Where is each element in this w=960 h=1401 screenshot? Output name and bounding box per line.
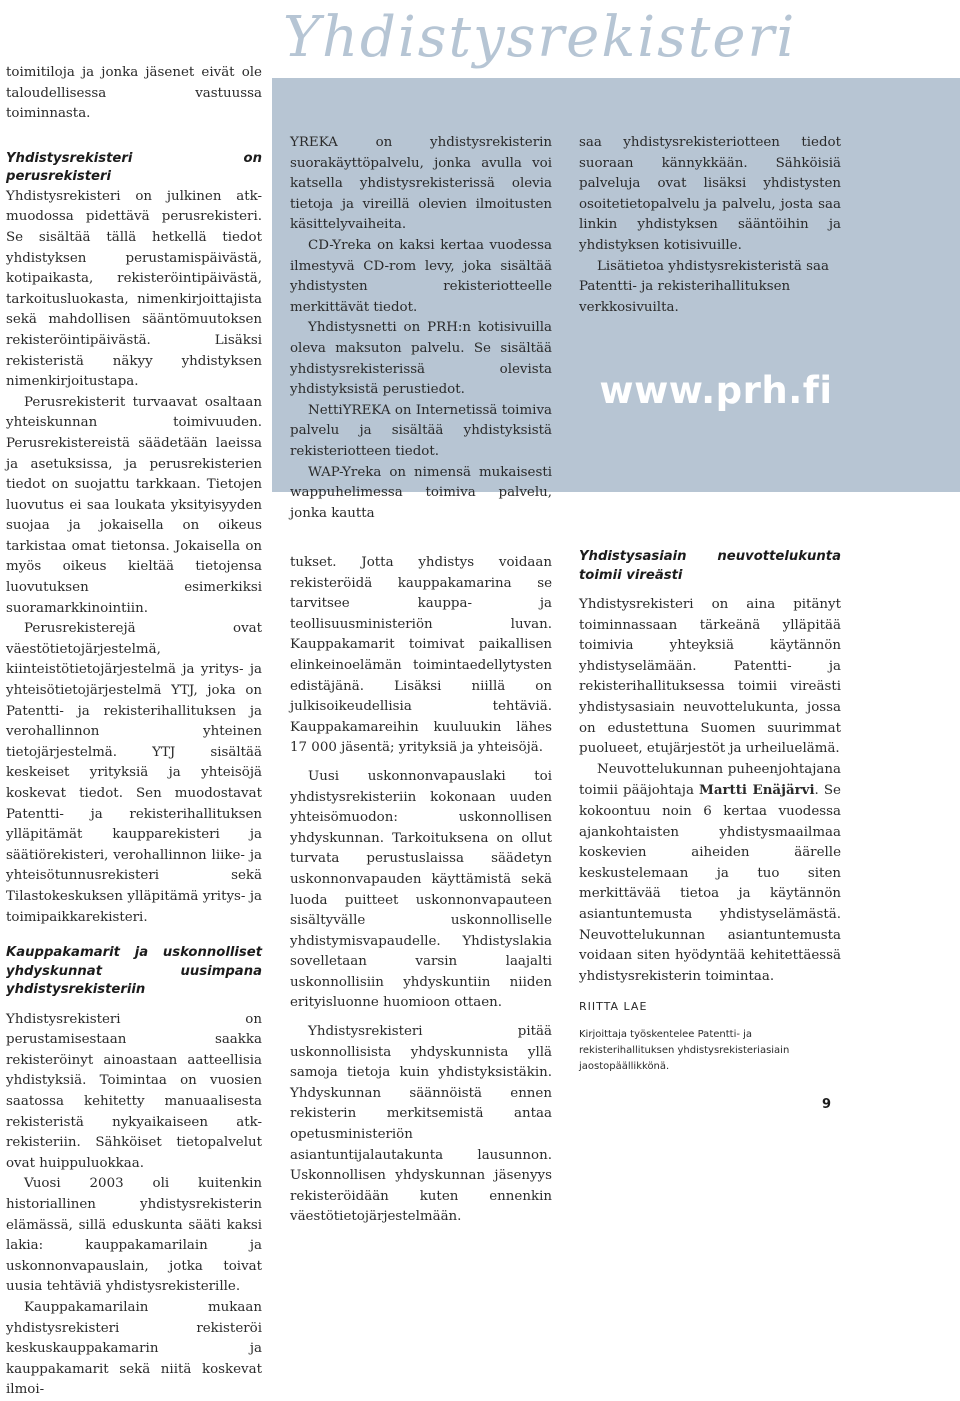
column-middle-top — [290, 133, 552, 524]
paragraph: NettiYREKA on Internetissä toimiva palvelu ja sisältää yhdistyksistä rekisteriotteen tiedot. — [290, 402, 552, 459]
paragraph: CD-Yreka on kaksi kertaa vuodessa ilmestyvä CD-rom levy, joka sisältää yhdistysten rekisteriotteelle merkittävät tiedot. — [290, 237, 552, 315]
paragraph: Perusrekisterejä ovat väestötietojärjestelmä, kiinteistötietojärjestelmä ja yritys- ja yhteisötietojärjestelmä YTJ, joka on Patentti- ja rekisterihallituksen ja verohallinnon yhteinen tietojärjestelmä. YTJ sisältää keskeiset yrityksiä ja yhteisöjä koskevat tiedot. Sen muodostavat Patentti- ja rekisterihallituksen ylläpitämät kaupparekisteri ja säätiörekisteri, verohallinnon liike- ja yhteisötunnusrekisteri sekä Tilastokeskuksen ylläpitämä yritys- ja toimipaikkarekisteri. — [6, 621, 262, 925]
intro-text: toimitiloja ja jonka jäsenet eivät ole taloudellisessa vastuussa toiminnasta. — [6, 65, 262, 122]
paragraph: WAP-Yreka on nimensä mukaisesti wappuhelimessa toimiva palvelu, jonka kautta — [290, 464, 552, 521]
author-note: Kirjoittaja työskentelee Patentti- ja rekisterihallituksen yhdistysrekisteriasiain jaostopäällikkönä. — [579, 1029, 790, 1073]
paragraph: Perusrekisterit turvaavat osaltaan yhteiskunnan toimivuuden. Perusrekistereistä säädetään laeissa ja asetuksissa, ja perusrekisterien tiedot on suojattu tarkkaan. Tietojen luovutus ei saa loukata yksityisyyden suojaa ja jokaisella on oikeus tarkistaa omat tietonsa. Jokaisella on myös oikeus kieltää tietojensa luovutuksen esimerkiksi suoramarkkinointiin. — [6, 394, 262, 616]
column-middle-bottom — [290, 553, 552, 1228]
paragraph: Lisätietoa yhdistysrekisteristä saa Patentti- ja rekisterihallituksen verkkosivuilta. — [579, 258, 829, 315]
paragraph: tukset. Jotta yhdistys voidaan rekisteröidä kauppakamarina se tarvitsee kauppa- ja teollisuusministeriön luvan. Kauppakamarit toimivat paikallisen elinkeinoelämän toimintaedellytysten edistäjänä. Lisäksi niillä on julkisoikeudellisia tehtäviä. Kauppakamareihin kuuluukin lähes 17 000 jäsentä; yrityksiä ja yhteisöjä. — [290, 555, 552, 756]
paragraph: Kauppakamarilain mukaan yhdistysrekisteri rekisteröi keskuskauppakamarin ja kauppakamarit sekä niitä koskevat ilmoi- — [6, 1299, 262, 1398]
paragraph: Yhdistysrekisteri on perustamisestaan saakka rekisteröinyt ainoastaan aatteellisia yhdistyksiä. Toimintaa on vuosien saatossa kehitetty manuaalisesta rekisteristä nykyaikaiseen atk-rekisteriin. Sähköiset tietopalvelut ovat huippuluokkaa. — [6, 1011, 262, 1171]
page-title: Yhdistysrekisteri — [283, 5, 797, 70]
section-heading: Yhdistysasiain neuvottelukunta toimii vireästi — [579, 549, 841, 583]
column-left — [6, 63, 262, 1401]
section-heading: Yhdistysrekisteri on perusrekisteri — [6, 150, 262, 185]
author-name: RIITTA LAE — [579, 1000, 648, 1014]
paragraph: YREKA on yhdistysrekisterin suorakäyttöpalvelu, jonka avulla voi katsella yhdistysrekisterissä olevia tietoja ja vireillä olevien ilmoitusten käsittelyvaiheita. — [290, 135, 552, 233]
page-number: 9 — [822, 1097, 832, 1112]
paragraph: Yhdistysnetti on PRH:n kotisivuilla oleva maksuton palvelu. Se sisältää yhdistysrekisterissä olevista yhdistyksistä perustiedot. — [290, 320, 552, 398]
paragraph: Uusi uskonnonvapauslaki toi yhdistysrekisteriin kokonaan uuden yhteisömuodon: uskonnollisen yhdyskunnan. Tarkoituksena on ollut turvata perustuslaissa säädetyn uskonnonvapauden käyttämistä sekä luoda puitteet uskonnonvapauteen sisältyvälle uskonnolliselle yhdistymisvapaudelle. Yhdistyslakia sovelletaan varsin laajalti uskonnollisiin yhdyskuntiin niiden erityisluonne huomioon ottaen. — [290, 768, 552, 1011]
paragraph: Yhdistysrekisteri pitää uskonnollisista yhdyskunnista yllä samoja tietoja kuin yhdistyksistäkin. Yhdyskunnan säännöistä ennen rekisterin merkitsemistä antaa opetusministeriön asiantuntijalautakunta lausunnon. Uskonnollisen yhdyskunnan jäsenyys rekisteröidään kuten ennenkin väestötietojärjestelmään. — [290, 1024, 552, 1225]
paragraph — [579, 760, 841, 988]
paragraph: Yhdistysrekisteri on julkinen atk-muodossa pidettävä perusrekisteri. Se sisältää tällä hetkellä tiedot yhdistyksen perustamispäivästä, kotipaikasta, rekisteröintipäivästä, tarkoitusluokasta, nimenkirjoittajista sekä mahdollisen sääntömuutoksen rekisteröintipäivästä. Lisäksi rekisteristä näkyy yhdistyksen nimenkirjoitustapa. — [6, 188, 262, 390]
paragraph-rest: . Se kokoontuu noin 6 kertaa vuodessa ajankohtaisten yhdistysmaailmaa koskevien aiheiden äärelle keskustelemaan ja tuo siten merkittävää tietoa ja käytännön asiantuntemusta yhdistyselämästä. Neuvottelukunnan asiantuntemusta voidaan siten hyödyntää kehitettäessä yhdistysrekisterin toimintaa. — [579, 783, 841, 984]
section-heading: Kauppakamarit ja uskonnolliset yhdyskunnat uusimpana yhdistysrekisteriin — [6, 945, 262, 998]
paragraph-start: Neuvottelukunnan puheenjohtajana toimii pääjohtaja — [579, 761, 841, 799]
chair-name: Martti Enäjärvi — [699, 782, 815, 799]
column-right-bottom — [579, 548, 841, 1075]
column-right-top — [579, 133, 841, 318]
paragraph: Yhdistysrekisteri on aina pitänyt toiminnassaan tärkeänä ylläpitää toimivia yhteyksiä käytännön yhdistyselämään. Patentti- ja rekisterihallituksessa toimii vireästi yhdistysasiain neuvottelukunta, jossa on edustettuna Suomen suurimmat puolueet, etujärjestöt ja urheiluelämä. — [579, 597, 841, 757]
paragraph: Vuosi 2003 oli kuitenkin historiallinen yhdistysrekisterin elämässä, sillä eduskunta sääti kaksi lakia: kauppakamarilain ja uskonnonvapauslain, jotka toivat uusia tehtäviä yhdistysrekisterille. — [6, 1176, 262, 1295]
website-url: www.prh.fi — [599, 369, 833, 412]
paragraph: saa yhdistysrekisteriotteen tiedot suoraan kännykkään. Sähköisiä palveluja ovat lisäksi yhdistysten osoitetietopalvelu ja palvelu, josta saa linkin yhdistyksen sääntöihin ja yhdistyksen kotisivuille. — [579, 135, 841, 253]
